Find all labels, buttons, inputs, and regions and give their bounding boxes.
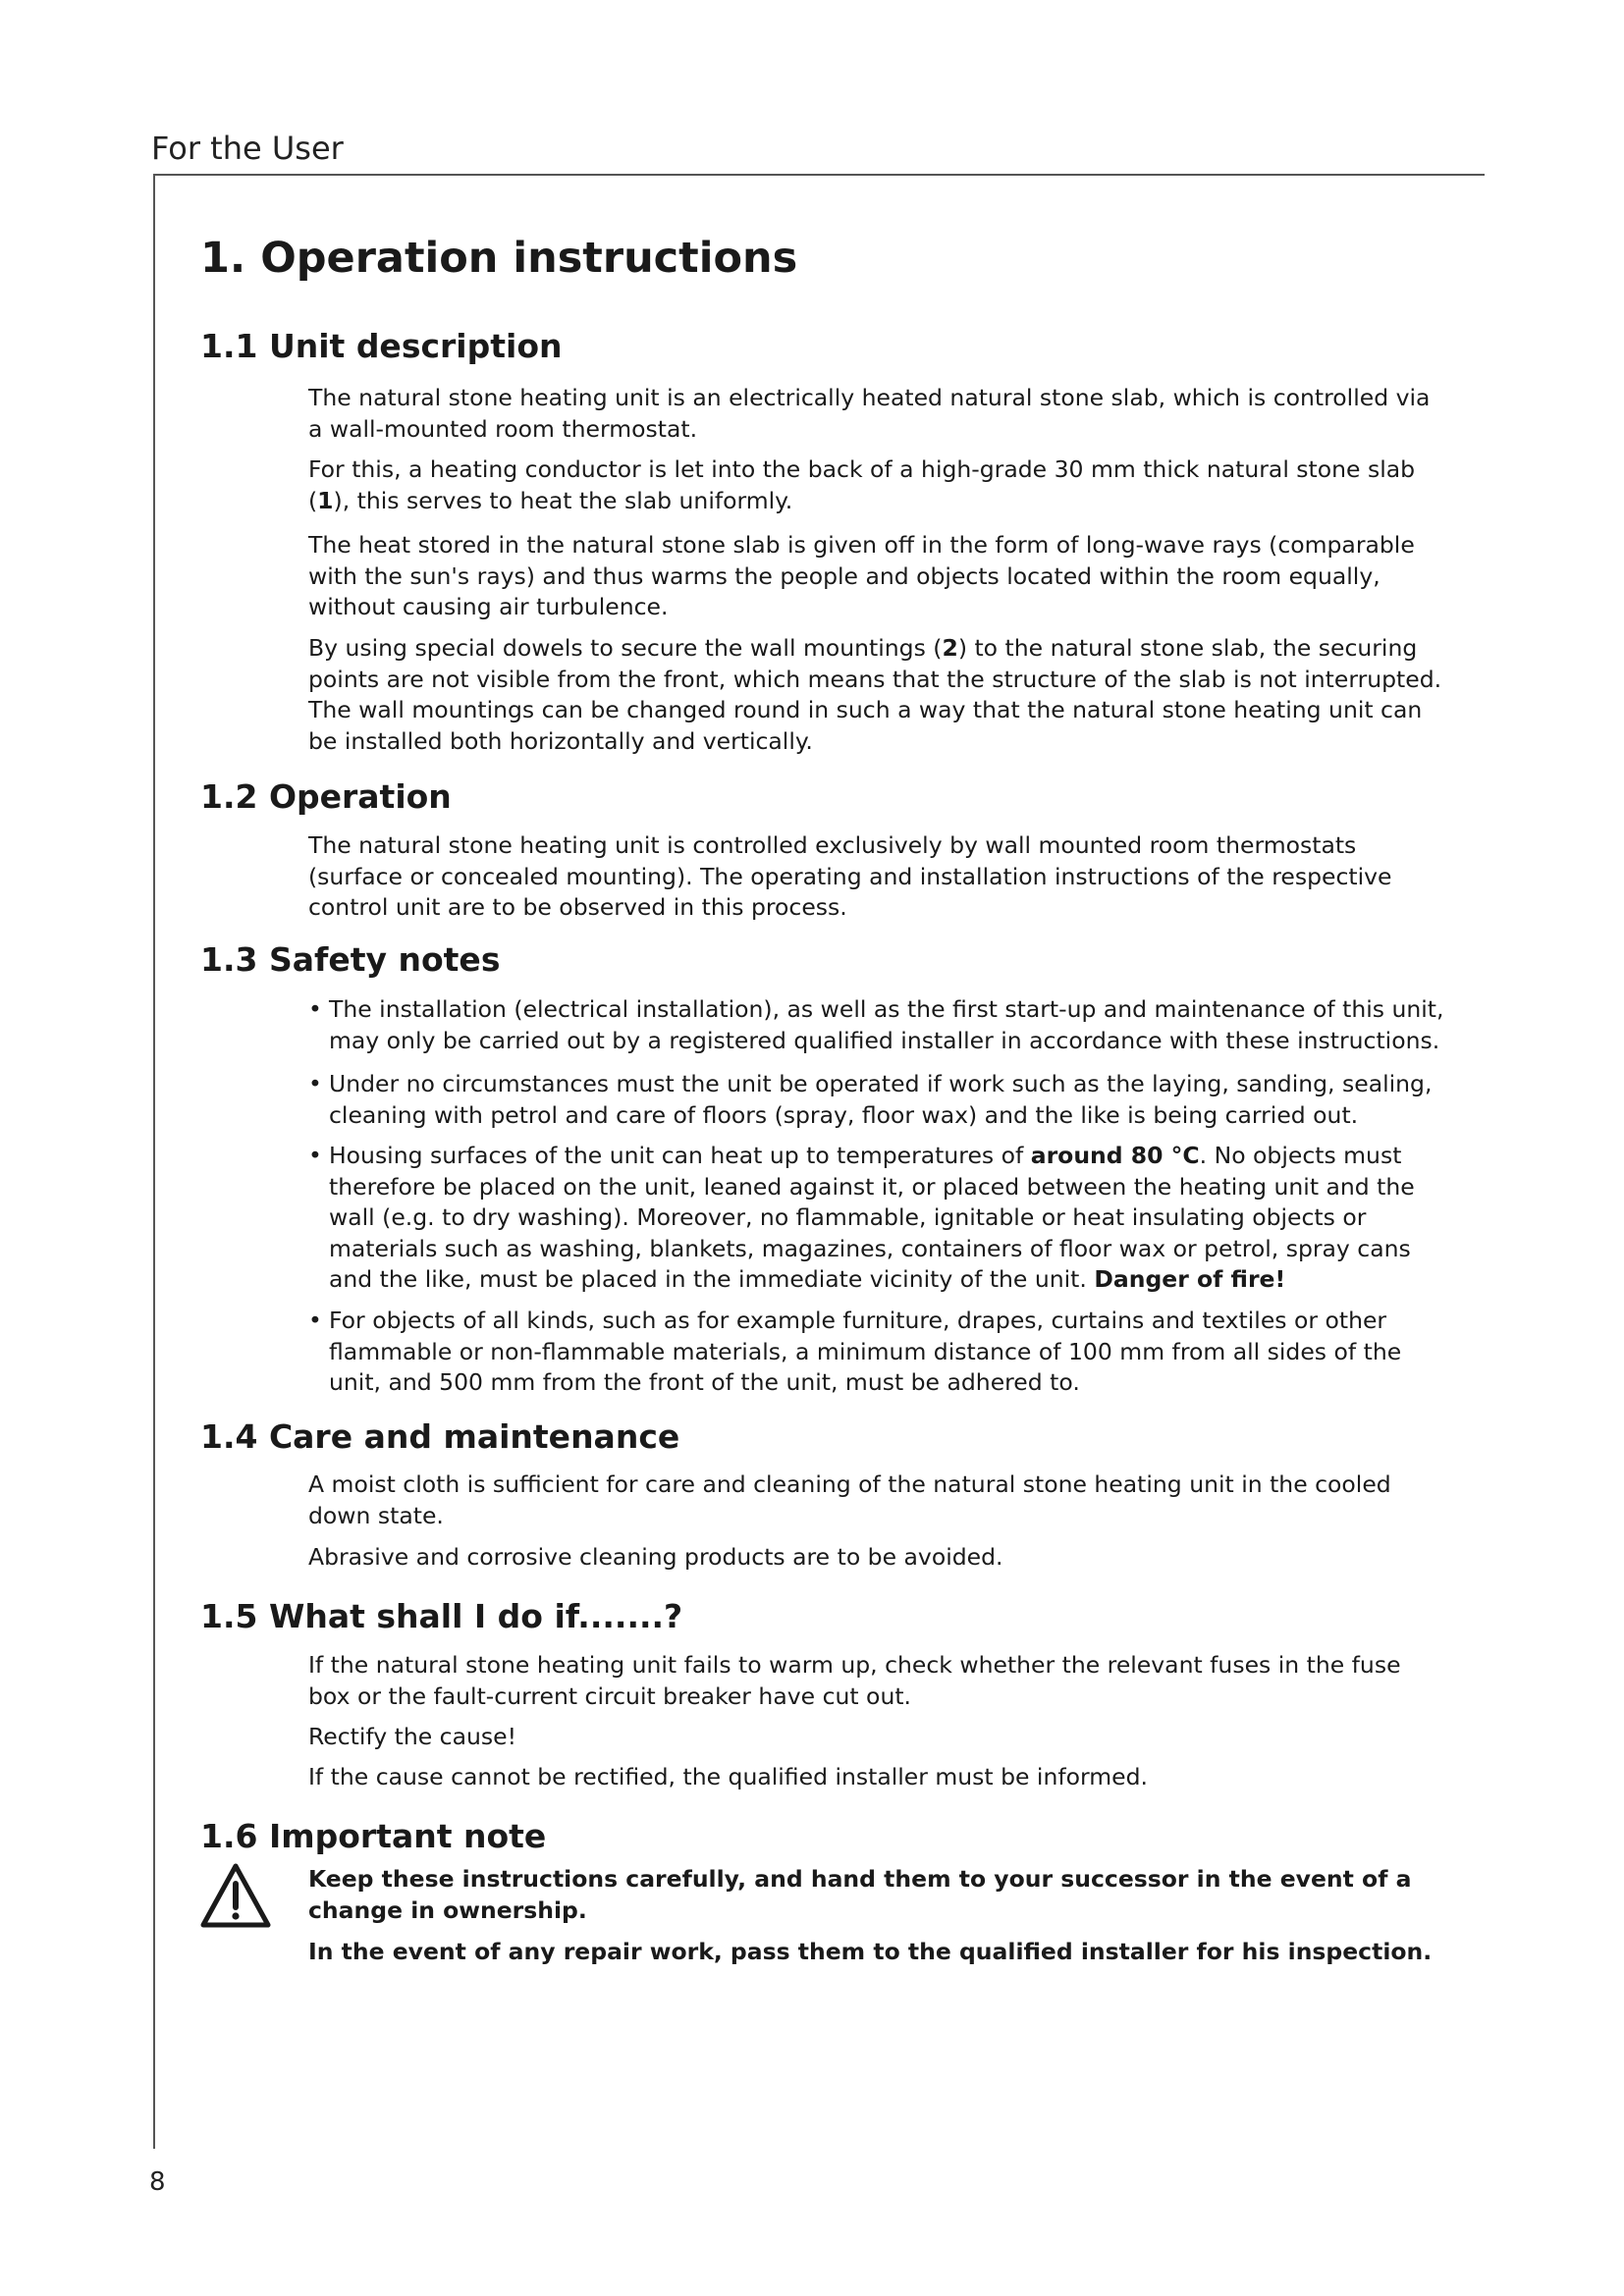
what-if-paragraph-3: If the cause cannot be rectified, the qualified installer must be informed. [308,1763,1148,1790]
safety-bullet-3: • Housing surfaces of the unit can heat up to temperatures of around 80 °C. No objects must therefore be placed on the unit, leaned against it, or placed between the heating unit and the wall (e.g. to dry washing). Moreover, no flammable, ignitable or heat insulating objects or materials such as washing, blankets, magazines, containers of floor wax or petrol, spray cans and the like, must be placed in the immediate vicinity of the unit. Danger of fire! [308,1142,1415,1293]
warning-triangle-icon [200,1862,271,1929]
page-header: For the User [151,130,344,167]
important-note-paragraph-1: Keep these instructions carefully, and hand them to your successor in the event of a change in ownership. [308,1865,1412,1924]
care-paragraph-2: Abrasive and corrosive cleaning products are to be avoided. [308,1543,1003,1571]
main-title: 1. Operation instructions [200,234,798,283]
unit-description-paragraph-3: The heat stored in the natural stone slab is given off in the form of long-wave rays (comparable with the sun's rays) and thus warms the people and objects located within the room equally, without causing air turbulence. [308,531,1415,620]
section-heading-safety-notes: 1.3 Safety notes [200,940,501,979]
bullet-dot: • [308,995,322,1023]
section-heading-important-note: 1.6 Important note [200,1817,547,1855]
safety-bullet-1: • The installation (electrical installation), as well as the first start-up and maintenance of this unit, may only be carried out by a registered qualified installer in accordance with these instructions. [308,995,1444,1054]
safety-bullet-2: • Under no circumstances must the unit be operated if work such as the laying, sanding, sealing, cleaning with petrol and care of floors (spray, floor wax) and the like is being carried out. [308,1070,1433,1129]
section-heading-operation: 1.2 Operation [200,777,452,816]
bullet-dot: • [308,1070,322,1097]
unit-description-paragraph-2: For this, a heating conductor is let into the back of a high-grade 30 mm thick natural stone slab (1), this serves to heat the slab uniformly. [308,455,1416,514]
unit-description-paragraph-4: By using special dowels to secure the wall mountings (2) to the natural stone slab, the securing points are not visible from the front, which means that the structure of the slab is not interrupted. The wall mountings can be changed round in such a way that the natural stone heating unit can be installed both horizontally and vertically. [308,634,1442,755]
section-heading-unit-description: 1.1 Unit description [200,327,563,365]
page-number: 8 [149,2167,166,2197]
safety-bullet-4: • For objects of all kinds, such as for example furniture, drapes, curtains and textiles or other flammable or non-flammable materials, a minimum distance of 100 mm from all sides of the unit, and 500 mm from the front of the unit, must be adhered to. [308,1307,1402,1396]
what-if-paragraph-2: Rectify the cause! [308,1723,517,1750]
unit-description-paragraph-1: The natural stone heating unit is an electrically heated natural stone slab, which is controlled via a wall-mounted room thermostat. [308,384,1431,443]
care-paragraph-1: A moist cloth is sufficient for care and cleaning of the natural stone heating unit in the cooled down state. [308,1470,1391,1529]
important-note-paragraph-2: In the event of any repair work, pass them to the qualified installer for his inspection. [308,1938,1433,1965]
operation-paragraph: The natural stone heating unit is controlled exclusively by wall mounted room thermostats (surface or concealed mounting). The operating and installation instructions of the respective control unit are to be observed in this process. [308,831,1392,921]
what-if-paragraph-1: If the natural stone heating unit fails to warm up, check whether the relevant fuses in the fuse box or the fault-current circuit breaker have cut out. [308,1651,1401,1710]
bullet-dot: • [308,1142,322,1169]
bullet-dot: • [308,1307,322,1334]
header-rule [153,174,1485,176]
section-heading-care: 1.4 Care and maintenance [200,1417,680,1456]
margin-rule [153,174,155,2149]
section-heading-what-if: 1.5 What shall I do if.......? [200,1597,683,1635]
